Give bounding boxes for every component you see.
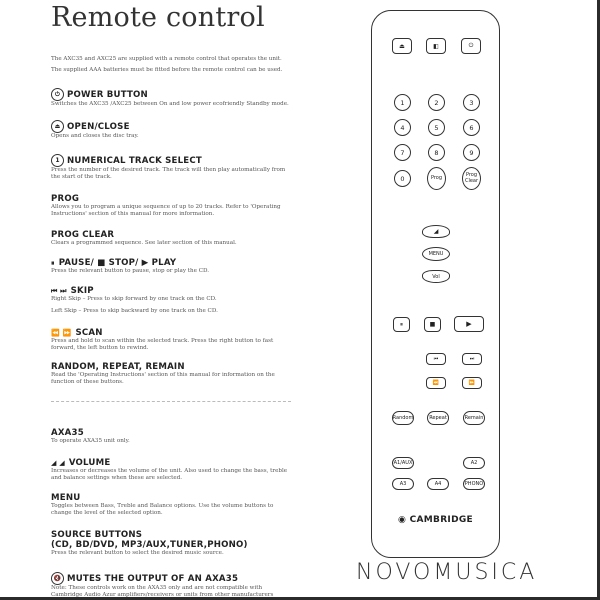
source-heading-1: SOURCE BUTTONS	[51, 530, 143, 540]
mute-text: Note: These controls work on the AXA35 only and are not compatible with Cambridge Audio Azur amplifiers/receivers or units from other manufacturers	[51, 585, 274, 598]
number-button-4[interactable]: 4	[394, 119, 411, 136]
volume-icon: ◢ ◢	[51, 459, 65, 467]
source-a1aux-button[interactable]: A1/AUX	[392, 457, 414, 469]
skip-text-2: Left Skip – Press to skip backward by one track on the CD.	[51, 308, 218, 314]
fast-forward-button[interactable]	[462, 377, 482, 389]
scan-heading: SCAN	[75, 328, 103, 338]
section-power	[51, 88, 291, 108]
section-menu	[51, 493, 291, 517]
eject-icon: ⏏	[51, 120, 64, 133]
number-button-2[interactable]: 2	[428, 94, 445, 111]
remain-button[interactable]: Remain	[463, 411, 485, 425]
prog-clear-button[interactable]: Prog Clear	[462, 167, 481, 190]
source-a3-button[interactable]: A3	[392, 478, 414, 490]
scan-icon: ⏪ ⏩	[51, 329, 72, 337]
volume-up-button[interactable]	[422, 225, 450, 238]
stop-button[interactable]	[424, 317, 441, 332]
prog-clear-text: Clears a programmed sequence. See later section of this manual.	[51, 240, 237, 246]
axa35-heading: AXA35	[51, 428, 84, 438]
section-random	[51, 362, 291, 386]
remote-control	[371, 10, 500, 558]
volume-down-button[interactable]: Vol	[422, 270, 450, 283]
section-prog-clear	[51, 230, 291, 247]
track-text: Press the number of the desired track. The track will then play automatically from the start of the track.	[51, 167, 286, 180]
pause-text: Press the relevant button to pause, stop or play the CD.	[51, 268, 210, 274]
intro-line-1: The AXC35 and AXC25 are supplied with a remote control that operates the unit.	[51, 56, 282, 62]
eject-button[interactable]	[392, 38, 412, 54]
open-text: Opens and closes the disc tray.	[51, 133, 139, 139]
pause-icon: ⏸	[399, 320, 403, 328]
volume-up-icon: ◢	[433, 228, 439, 235]
scan-text: Press and hold to scan within the selected track. Press the right button to fast forward, the left button to rewind.	[51, 338, 274, 351]
prog-heading: PROG	[51, 194, 80, 204]
section-volume	[51, 458, 291, 482]
menu-text: Toggles between Bass, Treble and Balance options. Use the volume buttons to change the level of the selected option.	[51, 503, 274, 516]
skip-back-button[interactable]	[426, 353, 446, 365]
mute-icon: 🔇	[51, 572, 64, 585]
brand-logo: ◉ CAMBRIDGE	[398, 515, 473, 525]
pause-button[interactable]	[393, 317, 410, 332]
number-button-1[interactable]: 1	[394, 94, 411, 111]
power-icon: ⏻	[468, 42, 474, 49]
repeat-button[interactable]: Repeat	[427, 411, 449, 425]
random-text: Read the 'Operating Instructions' section of this manual for information on the function of these buttons.	[51, 372, 275, 385]
fast-forward-icon: ⏩	[468, 380, 476, 386]
skip-text-1: Right Skip – Press to skip forward by one track on the CD.	[51, 296, 217, 302]
mute-heading: MUTES THE OUTPUT OF AN AXA35	[67, 573, 239, 584]
number-button-6[interactable]: 6	[463, 119, 480, 136]
number-button-9[interactable]: 9	[463, 144, 480, 161]
mute-icon: ◧	[433, 42, 439, 50]
number-button-7[interactable]: 7	[394, 144, 411, 161]
rewind-icon: ⏪	[432, 380, 440, 386]
menu-heading: MENU	[51, 493, 81, 503]
power-heading: POWER BUTTON	[67, 89, 148, 100]
random-button[interactable]: Random	[392, 411, 414, 425]
section-prog	[51, 194, 291, 218]
prog-text: Allows you to program a unique sequence of up to 20 tracks. Refer to 'Operating Instructions' section of this manual for more information.	[51, 204, 281, 217]
number-button-3[interactable]: 3	[463, 94, 480, 111]
rewind-button[interactable]	[426, 377, 446, 389]
section-scan	[51, 328, 291, 352]
number-button-0[interactable]: 0	[394, 170, 411, 187]
number-icon: 1	[51, 154, 64, 167]
section-track	[51, 154, 291, 181]
section-divider	[51, 401, 291, 403]
source-text: Press the relevant button to select the desired music source.	[51, 550, 224, 556]
skip-forward-icon: ⏭	[469, 356, 475, 362]
power-button[interactable]	[461, 38, 481, 54]
novomusica-logo: NOVOMUSICA	[356, 560, 538, 585]
eject-icon: ⏏	[399, 42, 405, 50]
source-heading-2: (CD, BD/DVD, MP3/AUX,TUNER,PHONO)	[51, 540, 248, 550]
stop-icon: ■	[429, 321, 436, 328]
skip-back-icon: ⏮	[433, 356, 439, 362]
brand-icon: ◉	[398, 515, 410, 525]
volume-heading: VOLUME	[68, 458, 111, 468]
section-pause	[51, 258, 291, 275]
skip-heading: SKIP	[70, 286, 94, 296]
source-a4-button[interactable]: A4	[427, 478, 449, 490]
volume-text: Increases or decreases the volume of the unit. Also used to change the bass, treble and balance settings when these are selected.	[51, 468, 288, 481]
pause-icon: ⏸	[51, 258, 55, 267]
power-text: Switches the AXC35 /AXC25 between On and low power ecofriendly Standby mode.	[51, 101, 289, 107]
number-button-8[interactable]: 8	[428, 144, 445, 161]
source-a2-button[interactable]: A2	[463, 457, 485, 469]
prog-button[interactable]: Prog	[427, 167, 446, 190]
skip-forward-button[interactable]	[462, 353, 482, 365]
number-button-5[interactable]: 5	[428, 119, 445, 136]
play-icon: ▶	[466, 320, 472, 328]
section-axa35	[51, 428, 291, 445]
intro-line-2: The supplied AAA batteries must be fitted before the remote control can be used.	[51, 67, 283, 73]
prog-clear-heading: PROG CLEAR	[51, 230, 115, 240]
axa35-text: To operate AXA35 unit only.	[51, 438, 130, 444]
source-phono-button[interactable]: PHONO	[463, 478, 485, 490]
pause-heading: PAUSE/ ■ STOP/ ▶ PLAY	[58, 258, 177, 268]
power-icon: ⏻	[51, 88, 64, 101]
page-title: Remote control	[51, 2, 265, 33]
track-heading: NUMERICAL TRACK SELECT	[67, 155, 202, 166]
section-mute	[51, 572, 291, 599]
section-source	[51, 530, 291, 557]
mute-button[interactable]	[426, 38, 446, 54]
section-open	[51, 120, 291, 140]
random-heading: RANDOM, REPEAT, REMAIN	[51, 362, 185, 372]
open-heading: OPEN/CLOSE	[67, 121, 130, 132]
play-button[interactable]	[454, 316, 484, 332]
menu-button[interactable]: MENU	[422, 247, 450, 261]
skip-icon: ⏮ ⏭	[51, 286, 67, 295]
section-skip	[51, 286, 291, 315]
